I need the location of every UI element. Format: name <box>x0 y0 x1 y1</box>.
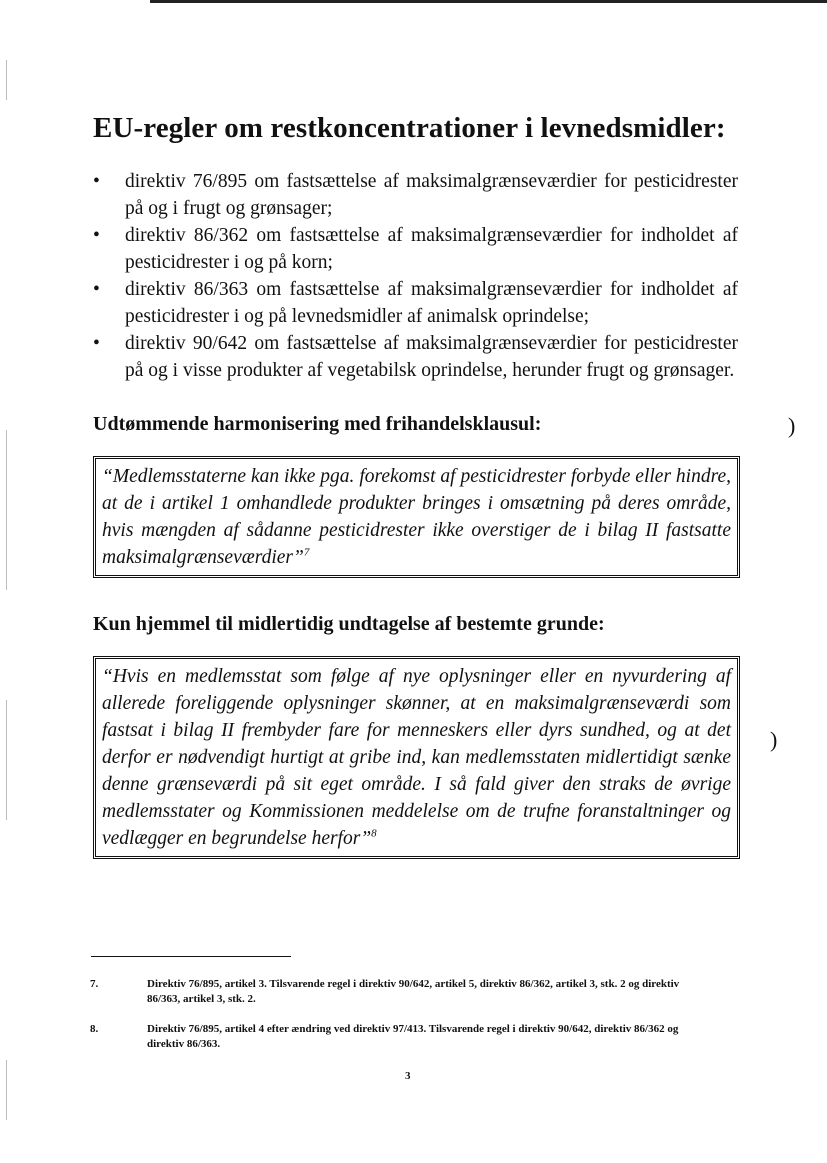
section-heading-exception: Kun hjemmel til midlertidig undtagelse af bestemte grunde: <box>93 613 605 635</box>
bullet-icon: • <box>93 333 100 354</box>
footnote-text: Direktiv 76/895, artikel 4 efter ændring ved direktiv 97/413. Tilsvarende regel i direktiv 90/642, direktiv 86/362 og direktiv 86/363. <box>147 1023 679 1050</box>
scan-margin-mark <box>6 430 7 590</box>
margin-mark: ) <box>770 727 778 752</box>
footnote-number: 8. <box>90 1023 99 1035</box>
footnote-ref[interactable]: 7 <box>303 546 310 559</box>
quote-box-article-4 <box>93 656 740 859</box>
margin-mark: ) <box>788 413 796 438</box>
list-item: • direktiv 86/363 om fastsættelse af maksimalgrænseværdier for indholdet af pesticidrester i og på levnedsmidler af animalsk oprindelse; <box>93 276 738 330</box>
footnote-ref[interactable]: 8 <box>371 827 377 840</box>
document-page <box>93 108 738 859</box>
quote-text: “Medlemsstaterne kan ikke pga. forekomst af pesticidrester forbyde eller hindre, at de i artikel 1 omhandlede produkter bringes i omsætning på deres område, hvis mængden af sådanne pesticidrester ikke overstiger de i bilag II fastsatte maksimalgrænseværdier” <box>102 466 731 568</box>
scan-top-edge <box>150 0 827 3</box>
list-item: • direktiv 90/642 om fastsættelse af maksimalgrænseværdier for pesticidrester på og i visse produkter af vegetabilsk oprindelse, herunder frugt og grønsager. <box>93 330 738 384</box>
scan-margin-mark <box>6 700 7 820</box>
scan-margin-mark <box>6 1060 7 1120</box>
footnote <box>90 977 715 1007</box>
section-heading-harmonisation: Udtømmende harmonisering med frihandelsklausul: <box>93 413 542 435</box>
quote-text: “Hvis en medlemsstat som følge af nye oplysninger eller en nyvurdering af allerede foreliggende oplysninger skønner, at en maksimalgrænseværdi som fastsat i bilag II frembyder fare for menneskers eller dyrs sundhed, og at det derfor er nødvendigt hurtigt at gribe ind, kan medlemsstaten midlertidigt sænke denne grænseværdi på sit eget område. I så fald giver den straks de øvrige medlemsstater og Kommissionen meddelelse om de trufne foranstaltninger og vedlægger en begrundelse herfor” <box>102 666 731 849</box>
quote-box-article-3 <box>93 456 740 578</box>
bullet-icon: • <box>93 225 100 246</box>
footnote <box>90 1022 715 1052</box>
footnote-divider <box>91 956 291 957</box>
footnote-text: Direktiv 76/895, artikel 3. Tilsvarende regel i direktiv 90/642, artikel 5, direktiv 86/362, artikel 3, stk. 2 og direktiv 86/363, artikel 3, stk. 2. <box>147 978 680 1005</box>
list-item: • direktiv 86/362 om fastsættelse af maksimalgrænseværdier for indholdet af pesticidrester i og på korn; <box>93 222 738 276</box>
list-item: • direktiv 76/895 om fastsættelse af maksimalgrænseværdier for pesticidrester på og i frugt og grønsager; <box>93 168 738 222</box>
page-title: EU-regler om restkoncentrationer i levnedsmidler: <box>93 112 726 144</box>
footnote-number: 7. <box>90 978 99 990</box>
directive-list <box>93 168 738 384</box>
page-number: 3 <box>405 1070 411 1082</box>
scan-margin-mark <box>6 60 7 100</box>
bullet-icon: • <box>93 171 100 192</box>
bullet-icon: • <box>93 279 100 300</box>
